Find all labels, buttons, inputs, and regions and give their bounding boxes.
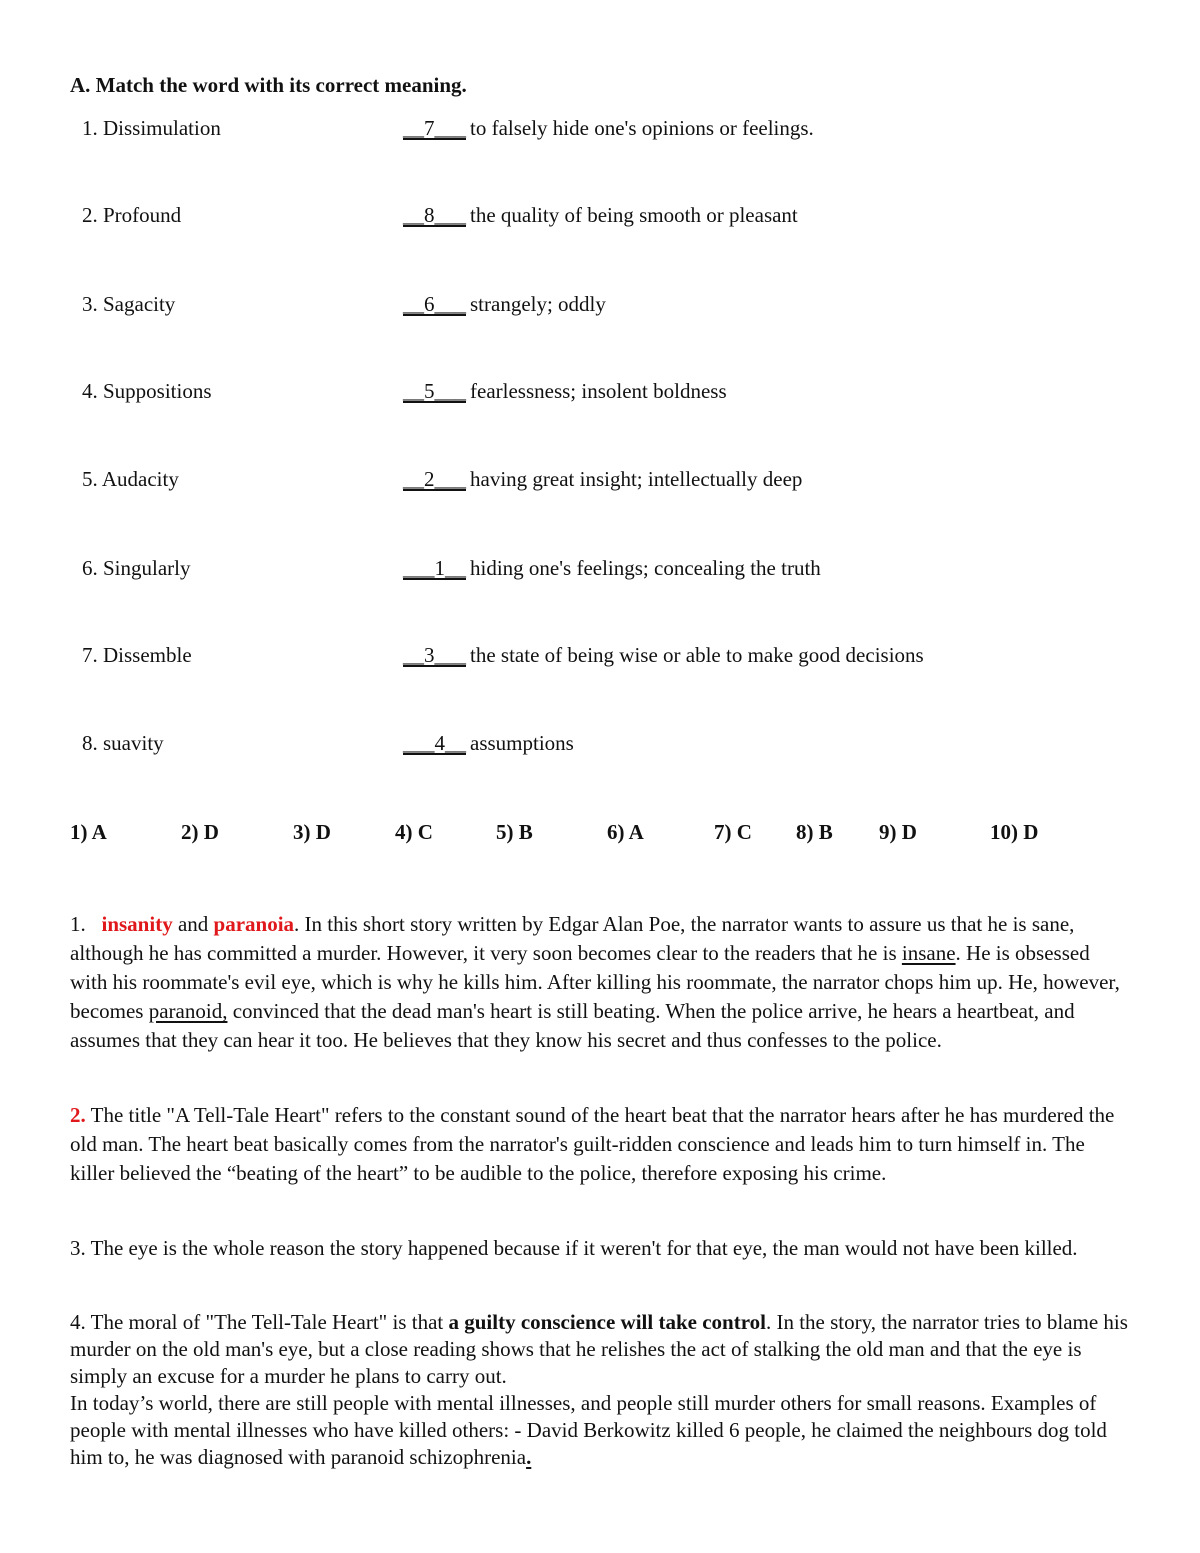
- match-answer: __2___ having great insight; intellectually deep: [403, 467, 803, 491]
- answer-paragraph-3: 3. The eye is the whole reason the story happened because if it weren't for that eye, the man would not have been killed.: [70, 1236, 1078, 1260]
- answer-key-item: 8) B: [796, 820, 833, 844]
- answer-number: 4: [434, 731, 445, 755]
- answer-key: [0, 820, 1200, 850]
- answer-key-item: 1) A: [70, 820, 107, 844]
- underlined-word: paranoid,: [148, 999, 228, 1023]
- answer-key-item: 9) D: [879, 820, 917, 844]
- match-answer: __3___ the state of being wise or able to make good decisions: [403, 643, 924, 667]
- answer-paragraph-1: 1. insanity and paranoia. In this short story written by Edgar Alan Poe, the narrator wants to assure us that he is sane, although he has committed a murder. However, it very soon becomes clear to the readers that he is insane. He is obsessed with his roommate's evil eye, which is why he kills him. After killing his roommate, the narrator chops him up. He, however, becomes paranoid, convinced that the dead man's heart is still beating. When the police arrive, he hears a heartbeat, and assumes that they can hear it too. He believes that they know his secret and thus confesses to the police.: [70, 912, 1120, 1052]
- answer-key-item: 7) C: [714, 820, 752, 844]
- match-definition: the state of being wise or able to make good decisions: [470, 643, 924, 667]
- match-answer: __8___ the quality of being smooth or pleasant: [403, 203, 798, 227]
- keyword-insanity: insanity: [101, 912, 173, 936]
- answer-number: 8: [424, 203, 435, 227]
- section-a-heading: A. Match the word with its correct meaning.: [70, 73, 467, 97]
- answer-number: 5: [424, 379, 435, 403]
- match-definition: hiding one's feelings; concealing the truth: [470, 556, 821, 580]
- match-row: [0, 116, 1200, 146]
- answer-key-item: 2) D: [181, 820, 219, 844]
- match-term: 4. Suppositions: [82, 379, 212, 403]
- answer-number: 7: [424, 116, 435, 140]
- match-term: 3. Sagacity: [82, 292, 176, 316]
- match-row: [0, 292, 1200, 322]
- match-row: [0, 643, 1200, 673]
- answer-key-item: 6) A: [607, 820, 644, 844]
- keyword-paranoia: paranoia: [213, 912, 295, 936]
- match-answer: __7___ to falsely hide one's opinions or feelings.: [403, 116, 814, 140]
- match-row: [0, 556, 1200, 586]
- answer-number: 1: [434, 556, 445, 580]
- match-answer: ___1__ hiding one's feelings; concealing the truth: [403, 556, 821, 580]
- answer-key-item: 5) B: [496, 820, 533, 844]
- underlined-word: insane: [901, 941, 956, 965]
- match-definition: to falsely hide one's opinions or feelings.: [470, 116, 814, 140]
- match-answer: __6___ strangely; oddly: [403, 292, 606, 316]
- bold-moral: a guilty conscience will take control: [448, 1310, 766, 1334]
- match-term: 8. suavity: [82, 731, 164, 755]
- match-answer: ___4__ assumptions: [403, 731, 574, 755]
- match-definition: fearlessness; insolent boldness: [470, 379, 727, 403]
- match-row: [0, 731, 1200, 761]
- answer-number: 3: [424, 643, 435, 667]
- match-row: [0, 467, 1200, 497]
- match-term: 1. Dissimulation: [82, 116, 221, 140]
- match-definition: having great insight; intellectually deep: [470, 467, 803, 491]
- match-definition: assumptions: [470, 731, 574, 755]
- answer-key-item: 3) D: [293, 820, 331, 844]
- match-term: 2. Profound: [82, 203, 182, 227]
- answer-number-red: 2.: [70, 1103, 86, 1127]
- answer-paragraph-2: 2. The title "A Tell-Tale Heart" refers to the constant sound of the heart beat that the narrator hears after he has murdered the old man. The heart beat basically comes from the narrator's guilt-ridden conscience and leads him to turn himself in. The killer believed the “beating of the heart” to be audible to the police, therefore exposing his crime.: [70, 1103, 1115, 1185]
- answer-paragraph-4: 4. The moral of "The Tell-Tale Heart" is that a guilty conscience will take control. In the story, the narrator tries to blame his murder on the old man's eye, but a close reading shows that he relishes the act of stalking the old man and that the eye is simply an excuse for a murder he plans to carry out. In today’s world, there are still people with mental illnesses, and people still murder others for small reasons. Examples of people with mental illnesses who have killed others: - David Berkowitz killed 6 people, he claimed the neighbours dog told him to, he was diagnosed with paranoid schizophrenia.: [70, 1310, 1128, 1469]
- answer-key-item: 10) D: [990, 820, 1039, 844]
- answer-number: 2: [424, 467, 435, 491]
- match-term: 7. Dissemble: [82, 643, 192, 667]
- match-row: [0, 379, 1200, 409]
- match-term: 5. Audacity: [82, 467, 179, 491]
- answer-key-item: 4) C: [395, 820, 433, 844]
- match-definition: the quality of being smooth or pleasant: [470, 203, 798, 227]
- match-row: [0, 203, 1200, 233]
- match-definition: strangely; oddly: [470, 292, 606, 316]
- answer-number: 6: [424, 292, 435, 316]
- match-term: 6. Singularly: [82, 556, 191, 580]
- match-answer: __5___ fearlessness; insolent boldness: [403, 379, 727, 403]
